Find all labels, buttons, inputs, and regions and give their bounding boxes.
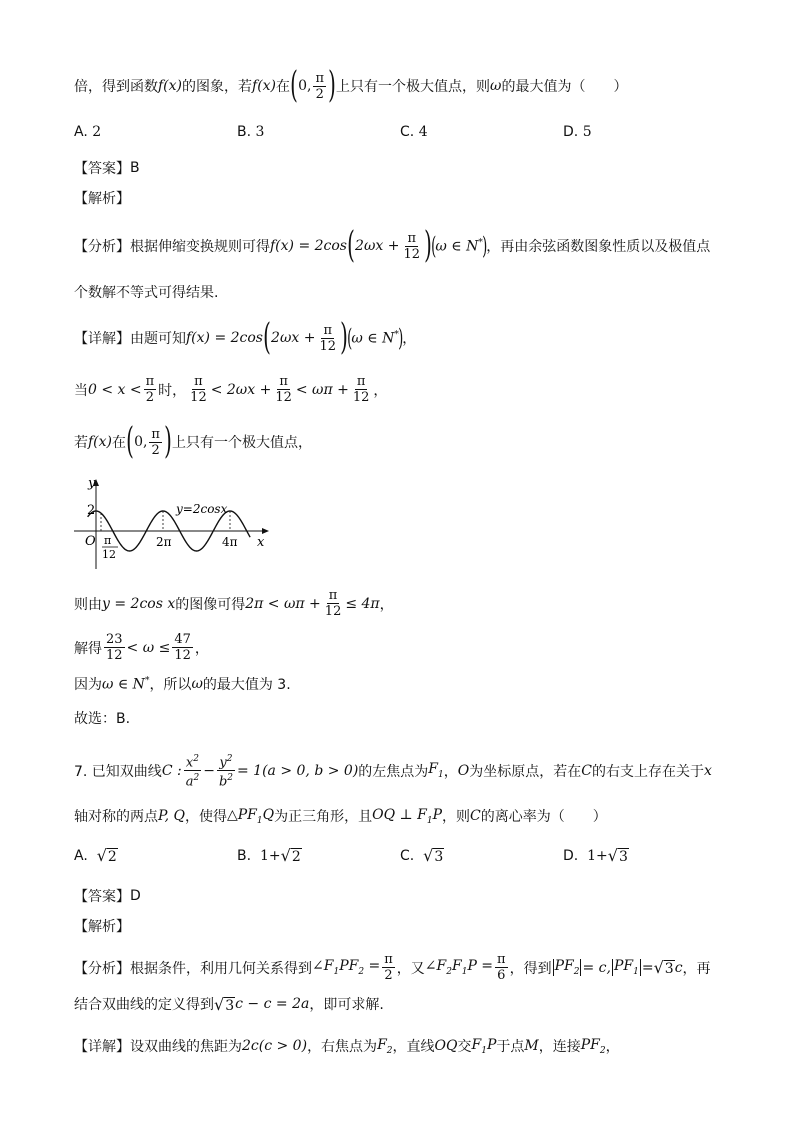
q7-option-d[interactable]: D. 1+ √ 3 bbox=[563, 846, 628, 865]
graph-tick-4pi: 4π bbox=[222, 535, 238, 549]
q7-fenxi-line2: 结合双曲线的定义得到 √ 3 c − c = 2a ，即可求解. bbox=[74, 994, 384, 1014]
q7-option-b[interactable]: B. 1+ √ 2 bbox=[237, 846, 301, 865]
graph-tick-pi12-num: π bbox=[104, 534, 112, 547]
q6-option-a[interactable]: A. 2 bbox=[74, 124, 102, 140]
omega-in-n: ω ∈ N* bbox=[435, 237, 483, 255]
formula-lhs: f(x) = 2cos bbox=[270, 238, 347, 254]
q6-text-d: 上只有一个极大值点，则 bbox=[336, 79, 491, 95]
graph-tick-2pi: 2π bbox=[156, 535, 172, 549]
q6-fenxi-line1: 【分析】 根据伸缩变换规则可得 f(x) = 2cos ( 2ωx + $\frac{\pi}{12}$ ) ( ω ∈ N* ) ，再由余弦函数图象性质以及极值点 bbox=[74, 225, 711, 266]
cosine-graph bbox=[72, 474, 272, 574]
q6-text-a: 倍，得到函数 bbox=[74, 79, 158, 95]
q7-answer: 【答案】 D bbox=[74, 888, 141, 905]
graph-origin-label: O bbox=[85, 534, 96, 549]
omega-symbol: ω bbox=[490, 78, 502, 94]
close-paren: ) bbox=[328, 65, 336, 106]
q6-ruo-line: 若 f(x) 在 ( 0, $\frac{\pi}{2}$ ) 上只有一个极大值点， bbox=[74, 421, 313, 462]
q6-fenxi-line2: 个数解不等式可得结果. bbox=[74, 285, 219, 301]
q6-because-line: 因为 ω ∈ N* ，所以 ω 的最大值为 3. bbox=[74, 675, 291, 693]
q6-answer bbox=[74, 158, 140, 178]
interval-left: 0, bbox=[298, 78, 312, 94]
q6-from-line: 则由 y = 2cos x 的图像可得 2π < ωπ + $\frac{\pi}{12}$ ≤ 4π ， bbox=[74, 588, 394, 619]
q6-fx: f(x) bbox=[158, 78, 183, 94]
graph-tick-pi12-den: 12 bbox=[102, 548, 116, 561]
answer-label: 【答案】 bbox=[74, 161, 130, 177]
graph-x-label: x bbox=[257, 535, 265, 550]
frac-pi-over-2: $\frac{\pi}{2}$ bbox=[315, 70, 324, 102]
q7-xiangjie-line: 【详解】 设双曲线的焦距为 2c(c > 0) ，右焦点为 $F_2$ ，直线 OQ 交 $F_1P$ 于点 M ，连接 $PF_2$ ， bbox=[74, 1036, 620, 1056]
q6-solve-line: 解得 $\frac{23}{12}$ < ω ≤ $\frac{47}{12}$ ， bbox=[74, 632, 209, 663]
q6-options bbox=[74, 124, 714, 148]
q6-fx-2: f(x) bbox=[252, 78, 277, 94]
q6-stem-line bbox=[74, 65, 628, 106]
x-axis-arrow bbox=[262, 528, 269, 534]
open-paren: ( bbox=[290, 65, 298, 106]
q7-options bbox=[74, 846, 714, 870]
q6-xiangjie-line: 【详解】 由题可知 f(x) = 2cos ( 2ωx + $\frac{\pi}{12}$ ) ( ω ∈ N* ) ， bbox=[74, 317, 417, 358]
graph-y-label: y bbox=[88, 476, 96, 491]
q6-text-e: 的最大值为（ ） bbox=[501, 79, 628, 95]
q6-text-b: 的图象，若 bbox=[182, 79, 253, 95]
q6-analysis-label: 【解析】 bbox=[74, 191, 130, 207]
q7-stem-line2: 轴对称的两点 P, Q ，使得 $\triangle PF_1Q$ 为正三角形，且 OQ ⊥ $F_1P$ ，则 C 的离心率为（ ） bbox=[74, 806, 607, 826]
graph-curve-label: y=2cosx bbox=[176, 502, 228, 516]
answer-value: B bbox=[130, 160, 140, 176]
q6-option-c[interactable]: C. 4 bbox=[400, 124, 428, 140]
q6-option-b[interactable]: B. 3 bbox=[237, 124, 265, 140]
q7-analysis-label: 【解析】 bbox=[74, 919, 130, 935]
q6-choose-line: 故选：B. bbox=[74, 711, 131, 727]
q6-option-d[interactable]: D. 5 bbox=[563, 124, 592, 140]
graph-amp-label: 2 bbox=[87, 503, 96, 518]
q7-fenxi-line1: 【分析】 根据条件，利用几何关系得到 $\angle F_1PF_2$ = $\frac{\pi}{2}$ ，又 $\angle F_2F_1P$ = $\frac{\pi}{6}$ ，得到 $PF_2$ = c, $PF_1$ = √ 3 c ，再 bbox=[74, 952, 711, 983]
q7-option-a[interactable]: A. √ 2 bbox=[74, 846, 117, 865]
q6-text-c: 在 bbox=[276, 79, 291, 95]
q7-stem-line1: 7. 已知双曲线 C : $\frac{x^2}{a^2}$ − $\frac{y^2}{b^2}$ = 1(a > 0, b > 0) 的左焦点为 $F_1$ ， O 为坐标原点，若在 C 的右支上存在关于 x bbox=[74, 754, 712, 790]
q6-when-line: 当 0 < x < $\frac{\pi}{2}$ 时， $\frac{\pi}{12}$ < 2ωx + $\frac{\pi}{12}$ < ωπ + $\frac{\pi}{12}$ ， bbox=[74, 374, 388, 405]
q7-option-c[interactable]: C. √ 3 bbox=[400, 846, 444, 865]
